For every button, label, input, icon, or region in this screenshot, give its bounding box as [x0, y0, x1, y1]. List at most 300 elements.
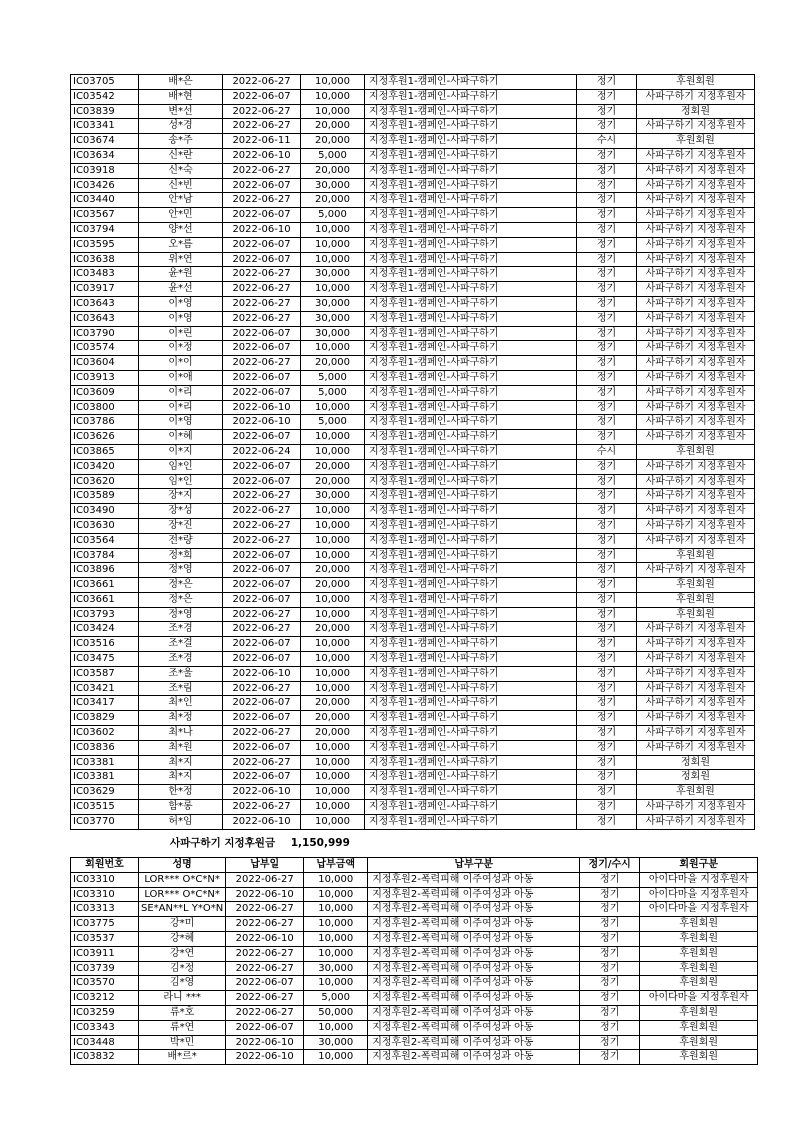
table-row — [71, 89, 755, 104]
cell-pay-type: 지정후원1-캠페인-사파구하기 — [365, 208, 577, 223]
table-row — [71, 961, 758, 976]
cell-name: LOR*** O*C*N* — [139, 872, 226, 887]
cell-pay-date: 2022-06-07 — [223, 652, 301, 667]
table-row — [71, 311, 755, 326]
cell-amount: 5,000 — [304, 991, 368, 1006]
cell-name: 임*인 — [139, 459, 223, 474]
cell-pay-date: 2022-06-07 — [223, 178, 301, 193]
cell-member-id: IC03705 — [71, 75, 139, 90]
cell-pay-type: 지정후원1-캠페인-사파구하기 — [365, 356, 577, 371]
cell-member-id: IC03537 — [71, 931, 139, 946]
cell-frequency: 정기 — [577, 578, 637, 593]
cell-amount: 10,000 — [304, 1020, 368, 1035]
cell-frequency: 정기 — [577, 504, 637, 519]
cell-amount: 10,000 — [301, 222, 365, 237]
cell-name: 최*지 — [139, 755, 223, 770]
cell-member-type: 후원회원 — [637, 548, 755, 563]
cell-frequency: 정기 — [577, 296, 637, 311]
table-row — [71, 430, 755, 445]
cell-pay-type: 지정후원1-캠페인-사파구하기 — [365, 148, 577, 163]
cell-member-type: 사파구하기 지정후원자 — [637, 237, 755, 252]
cell-member-type: 사파구하기 지정후원자 — [637, 726, 755, 741]
cell-pay-type: 지정후원2-폭력피해 이주여성과 아동 — [368, 1020, 580, 1035]
cell-member-type: 사파구하기 지정후원자 — [637, 341, 755, 356]
table-row — [71, 770, 755, 785]
cell-pay-type: 지정후원1-캠페인-사파구하기 — [365, 637, 577, 652]
cell-member-type: 후원회원 — [640, 917, 758, 932]
cell-pay-date: 2022-06-27 — [223, 726, 301, 741]
cell-member-type: 사파구하기 지정후원자 — [637, 356, 755, 371]
cell-member-id: IC03626 — [71, 430, 139, 445]
cell-member-id: IC03784 — [71, 548, 139, 563]
cell-member-id: IC03602 — [71, 726, 139, 741]
cell-frequency: 정기 — [580, 991, 640, 1006]
cell-pay-date: 2022-06-07 — [223, 548, 301, 563]
cell-pay-date: 2022-06-07 — [223, 740, 301, 755]
cell-frequency: 정기 — [577, 518, 637, 533]
cell-name: 임*인 — [139, 474, 223, 489]
cell-pay-type: 지정후원1-캠페인-사파구하기 — [365, 548, 577, 563]
cell-amount: 30,000 — [301, 296, 365, 311]
cell-member-id: IC03918 — [71, 163, 139, 178]
cell-pay-date: 2022-06-07 — [223, 326, 301, 341]
cell-name: 이*영 — [139, 311, 223, 326]
cell-member-id: IC03421 — [71, 681, 139, 696]
cell-amount: 10,000 — [304, 902, 368, 917]
cell-member-type: 사파구하기 지정후원자 — [637, 430, 755, 445]
cell-pay-type: 지정후원1-캠페인-사파구하기 — [365, 400, 577, 415]
cell-member-type: 후원회원 — [640, 1005, 758, 1020]
cell-name: 류*호 — [139, 1005, 226, 1020]
table-row — [71, 887, 758, 902]
cell-name: 조*결 — [139, 637, 223, 652]
cell-member-type: 사파구하기 지정후원자 — [637, 504, 755, 519]
cell-pay-type: 지정후원1-캠페인-사파구하기 — [365, 341, 577, 356]
cell-pay-date: 2022-06-27 — [223, 267, 301, 282]
cell-frequency: 정기 — [580, 1050, 640, 1065]
cell-member-type: 사파구하기 지정후원자 — [637, 533, 755, 548]
cell-pay-type: 지정후원1-캠페인-사파구하기 — [365, 726, 577, 741]
cell-amount: 10,000 — [304, 1050, 368, 1065]
cell-pay-type: 지정후원1-캠페인-사파구하기 — [365, 237, 577, 252]
cell-member-type: 후원회원 — [640, 976, 758, 991]
cell-frequency: 정기 — [577, 415, 637, 430]
cell-pay-date: 2022-06-10 — [226, 931, 304, 946]
cell-frequency: 정기 — [580, 1005, 640, 1020]
cell-name: 류*연 — [139, 1020, 226, 1035]
cell-name: 강*혜 — [139, 931, 226, 946]
cell-name: 김*정 — [139, 961, 226, 976]
header-amount: 납부금액 — [304, 858, 368, 873]
cell-amount: 20,000 — [301, 622, 365, 637]
cell-frequency: 정기 — [577, 681, 637, 696]
cell-member-type: 사파구하기 지정후원자 — [637, 311, 755, 326]
cell-name: LOR*** O*C*N* — [139, 887, 226, 902]
cell-amount: 10,000 — [301, 681, 365, 696]
cell-frequency: 정기 — [577, 119, 637, 134]
cell-pay-date: 2022-06-27 — [226, 917, 304, 932]
cell-frequency: 정기 — [577, 814, 637, 829]
cell-member-type: 사파구하기 지정후원자 — [637, 800, 755, 815]
cell-member-id: IC03516 — [71, 637, 139, 652]
cell-member-id: IC03911 — [71, 946, 139, 961]
cell-name: 정*희 — [139, 548, 223, 563]
table-row — [71, 578, 755, 593]
cell-frequency: 정기 — [577, 563, 637, 578]
table-row — [71, 296, 755, 311]
cell-frequency: 정기 — [577, 489, 637, 504]
cell-frequency: 정기 — [577, 237, 637, 252]
table-row — [71, 119, 755, 134]
table-row — [71, 193, 755, 208]
cell-name: 변*선 — [139, 104, 223, 119]
table-row — [71, 385, 755, 400]
cell-member-id: IC03310 — [71, 872, 139, 887]
table-row — [71, 681, 755, 696]
cell-member-type: 사파구하기 지정후원자 — [637, 385, 755, 400]
cell-pay-date: 2022-06-27 — [223, 356, 301, 371]
cell-pay-type: 지정후원1-캠페인-사파구하기 — [365, 178, 577, 193]
table-row — [71, 785, 755, 800]
cell-amount: 10,000 — [301, 740, 365, 755]
cell-frequency: 정기 — [580, 946, 640, 961]
cell-member-id: IC03836 — [71, 740, 139, 755]
cell-pay-date: 2022-06-07 — [223, 430, 301, 445]
cell-member-type: 정회원 — [637, 770, 755, 785]
cell-pay-type: 지정후원1-캠페인-사파구하기 — [365, 711, 577, 726]
cell-pay-date: 2022-06-27 — [223, 282, 301, 297]
cell-amount: 10,000 — [304, 887, 368, 902]
cell-member-type: 사파구하기 지정후원자 — [637, 681, 755, 696]
cell-name: 이*혜 — [139, 430, 223, 445]
cell-frequency: 정기 — [577, 311, 637, 326]
cell-member-type: 사파구하기 지정후원자 — [637, 563, 755, 578]
cell-pay-date: 2022-06-10 — [226, 1035, 304, 1050]
cell-amount: 30,000 — [301, 489, 365, 504]
cell-member-type: 사파구하기 지정후원자 — [637, 326, 755, 341]
cell-pay-date: 2022-06-07 — [223, 592, 301, 607]
cell-pay-type: 지정후원1-캠페인-사파구하기 — [365, 696, 577, 711]
cell-pay-date: 2022-06-07 — [223, 770, 301, 785]
table-row — [71, 666, 755, 681]
table-row — [71, 800, 755, 815]
cell-pay-date: 2022-06-27 — [223, 622, 301, 637]
cell-pay-date: 2022-06-27 — [223, 607, 301, 622]
cell-name: 박*민 — [139, 1035, 226, 1050]
cell-name: 최*원 — [139, 740, 223, 755]
cell-pay-type: 지정후원1-캠페인-사파구하기 — [365, 681, 577, 696]
cell-frequency: 정기 — [577, 341, 637, 356]
cell-frequency: 정기 — [577, 252, 637, 267]
cell-pay-type: 지정후원1-캠페인-사파구하기 — [365, 652, 577, 667]
table-row — [71, 1005, 758, 1020]
cell-pay-date: 2022-06-27 — [223, 104, 301, 119]
cell-amount: 20,000 — [301, 563, 365, 578]
cell-amount: 10,000 — [304, 976, 368, 991]
cell-pay-type: 지정후원1-캠페인-사파구하기 — [365, 311, 577, 326]
cell-name: 안*남 — [139, 193, 223, 208]
cell-pay-date: 2022-06-07 — [223, 637, 301, 652]
cell-pay-type: 지정후원2-폭력피해 이주여성과 아동 — [368, 961, 580, 976]
cell-amount: 10,000 — [301, 666, 365, 681]
cell-amount: 50,000 — [304, 1005, 368, 1020]
table-row — [71, 489, 755, 504]
cell-name: 이*린 — [139, 326, 223, 341]
cell-pay-type: 지정후원1-캠페인-사파구하기 — [365, 755, 577, 770]
cell-amount: 10,000 — [301, 533, 365, 548]
cell-pay-type: 지정후원1-캠페인-사파구하기 — [365, 415, 577, 430]
cell-frequency: 정기 — [577, 208, 637, 223]
cell-frequency: 정기 — [577, 89, 637, 104]
header-frequency: 정기/수시 — [580, 858, 640, 873]
cell-member-type: 후원회원 — [637, 592, 755, 607]
cell-member-id: IC03420 — [71, 459, 139, 474]
table-row — [71, 75, 755, 90]
cell-frequency: 정기 — [577, 267, 637, 282]
cell-pay-type: 지정후원1-캠페인-사파구하기 — [365, 282, 577, 297]
table-row — [71, 222, 755, 237]
cell-name: 이*영 — [139, 296, 223, 311]
cell-amount: 10,000 — [301, 637, 365, 652]
cell-member-id: IC03564 — [71, 533, 139, 548]
cell-pay-date: 2022-06-27 — [223, 119, 301, 134]
cell-frequency: 정기 — [577, 193, 637, 208]
cell-amount: 20,000 — [301, 119, 365, 134]
table-row — [71, 592, 755, 607]
cell-pay-type: 지정후원2-폭력피해 이주여성과 아동 — [368, 887, 580, 902]
cell-amount: 30,000 — [301, 178, 365, 193]
cell-frequency: 정기 — [577, 652, 637, 667]
cell-amount: 20,000 — [301, 578, 365, 593]
cell-frequency: 정기 — [580, 931, 640, 946]
cell-pay-type: 지정후원1-캠페인-사파구하기 — [365, 814, 577, 829]
cell-member-id: IC03381 — [71, 755, 139, 770]
table-row — [71, 872, 758, 887]
cell-name: 이*정 — [139, 341, 223, 356]
cell-member-type: 사파구하기 지정후원자 — [637, 148, 755, 163]
table-row — [71, 696, 755, 711]
cell-pay-date: 2022-06-27 — [226, 872, 304, 887]
cell-member-id: IC03343 — [71, 1020, 139, 1035]
cell-frequency: 정기 — [577, 326, 637, 341]
cell-member-id: IC03896 — [71, 563, 139, 578]
table-row — [71, 518, 755, 533]
cell-member-type: 사파구하기 지정후원자 — [637, 267, 755, 282]
cell-amount: 10,000 — [304, 931, 368, 946]
table-row — [71, 104, 755, 119]
cell-frequency: 정기 — [577, 548, 637, 563]
table-row — [71, 1050, 758, 1065]
cell-member-type: 사파구하기 지정후원자 — [637, 666, 755, 681]
cell-member-id: IC03417 — [71, 696, 139, 711]
campaign-subtotal — [170, 835, 362, 850]
cell-member-id: IC03515 — [71, 800, 139, 815]
cell-amount: 10,000 — [304, 872, 368, 887]
cell-frequency: 정기 — [577, 726, 637, 741]
cell-member-type: 아이다마을 지정후원자 — [640, 991, 758, 1006]
table-row — [71, 917, 758, 932]
cell-frequency: 수시 — [577, 134, 637, 149]
cell-member-id: IC03483 — [71, 267, 139, 282]
cell-amount: 5,000 — [301, 148, 365, 163]
cell-frequency: 정기 — [577, 75, 637, 90]
cell-amount: 20,000 — [301, 696, 365, 711]
cell-pay-date: 2022-06-27 — [223, 504, 301, 519]
cell-amount: 10,000 — [301, 814, 365, 829]
table-row — [71, 931, 758, 946]
cell-pay-type: 지정후원1-캠페인-사파구하기 — [365, 326, 577, 341]
table-row — [71, 237, 755, 252]
cell-pay-type: 지정후원1-캠페인-사파구하기 — [365, 533, 577, 548]
cell-amount: 10,000 — [301, 755, 365, 770]
cell-name: 오*름 — [139, 237, 223, 252]
cell-member-id: IC03638 — [71, 252, 139, 267]
cell-amount: 5,000 — [301, 415, 365, 430]
cell-amount: 5,000 — [301, 208, 365, 223]
cell-pay-type: 지정후원1-캠페인-사파구하기 — [365, 578, 577, 593]
cell-member-type: 사파구하기 지정후원자 — [637, 282, 755, 297]
cell-pay-date: 2022-06-07 — [223, 474, 301, 489]
cell-name: 정*은 — [139, 592, 223, 607]
cell-name: 김*영 — [139, 976, 226, 991]
table-row — [71, 607, 755, 622]
table-row — [71, 563, 755, 578]
cell-member-type: 사파구하기 지정후원자 — [637, 252, 755, 267]
cell-amount: 10,000 — [301, 548, 365, 563]
cell-member-type: 후원회원 — [640, 1020, 758, 1035]
cell-amount: 10,000 — [301, 504, 365, 519]
cell-pay-type: 지정후원1-캠페인-사파구하기 — [365, 163, 577, 178]
cell-pay-date: 2022-06-07 — [223, 696, 301, 711]
table-row — [71, 474, 755, 489]
cell-member-type: 사파구하기 지정후원자 — [637, 119, 755, 134]
cell-pay-date: 2022-06-27 — [223, 75, 301, 90]
cell-name: 조*림 — [139, 681, 223, 696]
cell-member-type: 사파구하기 지정후원자 — [637, 711, 755, 726]
cell-pay-type: 지정후원1-캠페인-사파구하기 — [365, 592, 577, 607]
cell-amount: 5,000 — [301, 385, 365, 400]
cell-member-id: IC03490 — [71, 504, 139, 519]
cell-amount: 10,000 — [304, 917, 368, 932]
cell-amount: 30,000 — [301, 267, 365, 282]
cell-member-id: IC03917 — [71, 282, 139, 297]
cell-member-type: 사파구하기 지정후원자 — [637, 474, 755, 489]
cell-name: 한*정 — [139, 785, 223, 800]
table-row — [71, 548, 755, 563]
cell-name: 정*은 — [139, 578, 223, 593]
cell-frequency: 정기 — [580, 887, 640, 902]
cell-member-id: IC03634 — [71, 148, 139, 163]
cell-name: 정*영 — [139, 563, 223, 578]
cell-frequency: 정기 — [577, 696, 637, 711]
cell-member-type: 후원회원 — [637, 444, 755, 459]
table-row — [71, 134, 755, 149]
cell-pay-type: 지정후원1-캠페인-사파구하기 — [365, 134, 577, 149]
cell-name: 정*영 — [139, 607, 223, 622]
cell-frequency: 정기 — [577, 148, 637, 163]
cell-frequency: 정기 — [577, 356, 637, 371]
cell-frequency: 정기 — [577, 785, 637, 800]
cell-member-id: IC03542 — [71, 89, 139, 104]
table-row — [71, 178, 755, 193]
cell-amount: 20,000 — [301, 163, 365, 178]
cell-member-id: IC03739 — [71, 961, 139, 976]
cell-member-id: IC03790 — [71, 326, 139, 341]
cell-frequency: 정기 — [577, 592, 637, 607]
cell-pay-date: 2022-06-10 — [223, 400, 301, 415]
table-row — [71, 533, 755, 548]
cell-pay-date: 2022-06-27 — [223, 489, 301, 504]
cell-amount: 20,000 — [301, 459, 365, 474]
cell-frequency: 정기 — [580, 917, 640, 932]
table-row — [71, 267, 755, 282]
cell-member-id: IC03567 — [71, 208, 139, 223]
cell-pay-date: 2022-06-24 — [223, 444, 301, 459]
header-pay-type: 납부구분 — [368, 858, 580, 873]
table-row — [71, 652, 755, 667]
cell-frequency: 정기 — [580, 976, 640, 991]
cell-pay-type: 지정후원1-캠페인-사파구하기 — [365, 104, 577, 119]
cell-member-id: IC03661 — [71, 578, 139, 593]
cell-member-id: IC03426 — [71, 178, 139, 193]
cell-name: 조*경 — [139, 652, 223, 667]
cell-pay-type: 지정후원1-캠페인-사파구하기 — [365, 385, 577, 400]
table-row — [71, 356, 755, 371]
table-row — [71, 415, 755, 430]
cell-pay-date: 2022-06-27 — [223, 518, 301, 533]
cell-member-type: 후원회원 — [637, 785, 755, 800]
cell-pay-date: 2022-06-27 — [223, 193, 301, 208]
cell-name: 허*임 — [139, 814, 223, 829]
cell-name: 신*란 — [139, 148, 223, 163]
cell-amount: 10,000 — [301, 607, 365, 622]
cell-name: 장*진 — [139, 518, 223, 533]
cell-pay-date: 2022-06-07 — [223, 208, 301, 223]
cell-amount: 10,000 — [304, 946, 368, 961]
cell-pay-type: 지정후원1-캠페인-사파구하기 — [365, 563, 577, 578]
cell-pay-date: 2022-06-27 — [223, 533, 301, 548]
cell-pay-type: 지정후원1-캠페인-사파구하기 — [365, 474, 577, 489]
table-row — [71, 208, 755, 223]
cell-member-id: IC03786 — [71, 415, 139, 430]
cell-pay-date: 2022-06-27 — [226, 991, 304, 1006]
cell-member-id: IC03643 — [71, 296, 139, 311]
table-row — [71, 400, 755, 415]
cell-pay-type: 지정후원2-폭력피해 이주여성과 아동 — [368, 976, 580, 991]
cell-member-type: 사파구하기 지정후원자 — [637, 208, 755, 223]
cell-frequency: 정기 — [580, 902, 640, 917]
table-row — [71, 755, 755, 770]
cell-amount: 10,000 — [301, 785, 365, 800]
cell-member-type: 사파구하기 지정후원자 — [637, 518, 755, 533]
cell-name: 이*리 — [139, 400, 223, 415]
cell-member-id: IC03839 — [71, 104, 139, 119]
cell-frequency: 정기 — [577, 282, 637, 297]
cell-member-id: IC03381 — [71, 770, 139, 785]
cell-member-type: 사파구하기 지정후원자 — [637, 193, 755, 208]
table-row — [71, 1020, 758, 1035]
cell-name: 이*이 — [139, 356, 223, 371]
cell-member-id: IC03800 — [71, 400, 139, 415]
cell-pay-date: 2022-06-11 — [223, 134, 301, 149]
header-name: 성명 — [139, 858, 226, 873]
cell-pay-type: 지정후원1-캠페인-사파구하기 — [365, 119, 577, 134]
cell-pay-date: 2022-06-27 — [223, 296, 301, 311]
cell-pay-type: 지정후원2-폭력피해 이주여성과 아동 — [368, 902, 580, 917]
cell-frequency: 정기 — [577, 163, 637, 178]
cell-member-type: 정회원 — [637, 755, 755, 770]
cell-name: 안*민 — [139, 208, 223, 223]
